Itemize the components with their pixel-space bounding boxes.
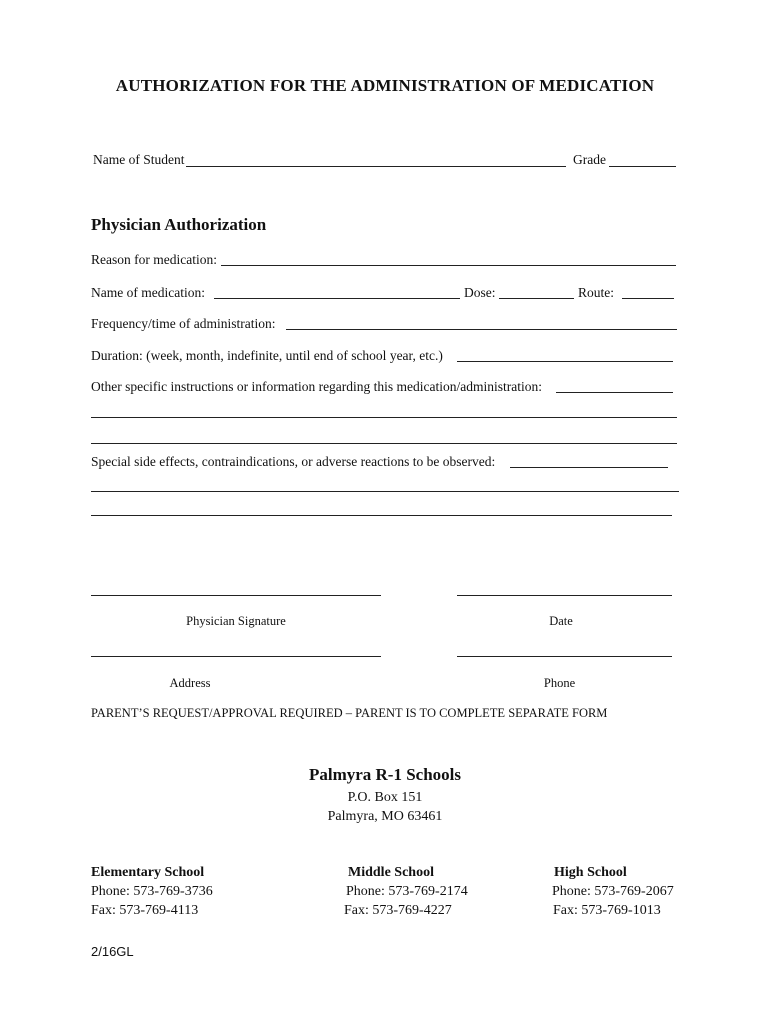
medication-name-field[interactable] [214,284,460,299]
phone-field[interactable] [457,642,672,657]
grade-field[interactable] [609,152,676,167]
physician-signature-label: Physician Signature [186,614,286,628]
route-field[interactable] [622,284,674,299]
dose-field[interactable] [499,284,574,299]
duration-field[interactable] [457,347,673,362]
address-label: Address [169,676,211,690]
elementary-school-name: Elementary School [91,865,205,880]
school-city: Palmyra, MO 63461 [327,809,443,824]
student-name-field[interactable] [186,152,566,167]
other-instructions-line-2[interactable] [91,403,677,418]
date-label: Date [549,614,573,628]
phone-label: Phone [543,676,576,690]
elementary-school-phone: Phone: 573-769-3736 [91,884,213,899]
middle-school-fax: Fax: 573-769-4227 [344,903,452,918]
high-school-fax: Fax: 573-769-1013 [553,903,661,918]
high-school-phone: Phone: 573-769-2067 [552,884,674,899]
section-title: Physician Authorization [91,215,267,234]
frequency-field[interactable] [286,315,677,330]
route-label: Route: [578,285,614,300]
school-po-box: P.O. Box 151 [347,790,423,805]
date-field[interactable] [457,581,672,596]
form-revision-code: 2/16GL [91,944,134,959]
duration-label: Duration: (week, month, indefinite, until end of school year, etc.) [91,348,443,363]
school-name: Palmyra R-1 Schools [308,765,462,784]
dose-label: Dose: [464,285,496,300]
side-effects-line-3[interactable] [91,501,672,516]
side-effects-label: Special side effects, contraindications, or adverse reactions to be observed: [91,454,496,469]
other-instructions-label: Other specific instructions or information regarding this medication/administration: [91,379,543,394]
middle-school-name: Middle School [348,865,434,880]
frequency-label: Frequency/time of administration: [91,316,276,331]
reason-label: Reason for medication: [91,252,217,267]
physician-signature-field[interactable] [91,581,381,596]
grade-label: Grade [573,152,606,167]
form-title: AUTHORIZATION FOR THE ADMINISTRATION OF MEDICATION [115,76,655,95]
other-instructions-field[interactable] [556,378,673,393]
middle-school-phone: Phone: 573-769-2174 [346,884,468,899]
side-effects-field[interactable] [510,453,668,468]
high-school-name: High School [554,865,627,880]
medication-name-label: Name of medication: [91,285,205,300]
other-instructions-line-3[interactable] [91,429,677,444]
elementary-school-fax: Fax: 573-769-4113 [91,903,199,918]
address-field[interactable] [91,642,381,657]
parent-notice: PARENT’S REQUEST/APPROVAL REQUIRED – PARENT IS TO COMPLETE SEPARATE FORM [91,706,608,720]
side-effects-line-2[interactable] [91,477,679,492]
reason-field[interactable] [221,251,676,266]
student-name-label: Name of Student [93,152,185,167]
